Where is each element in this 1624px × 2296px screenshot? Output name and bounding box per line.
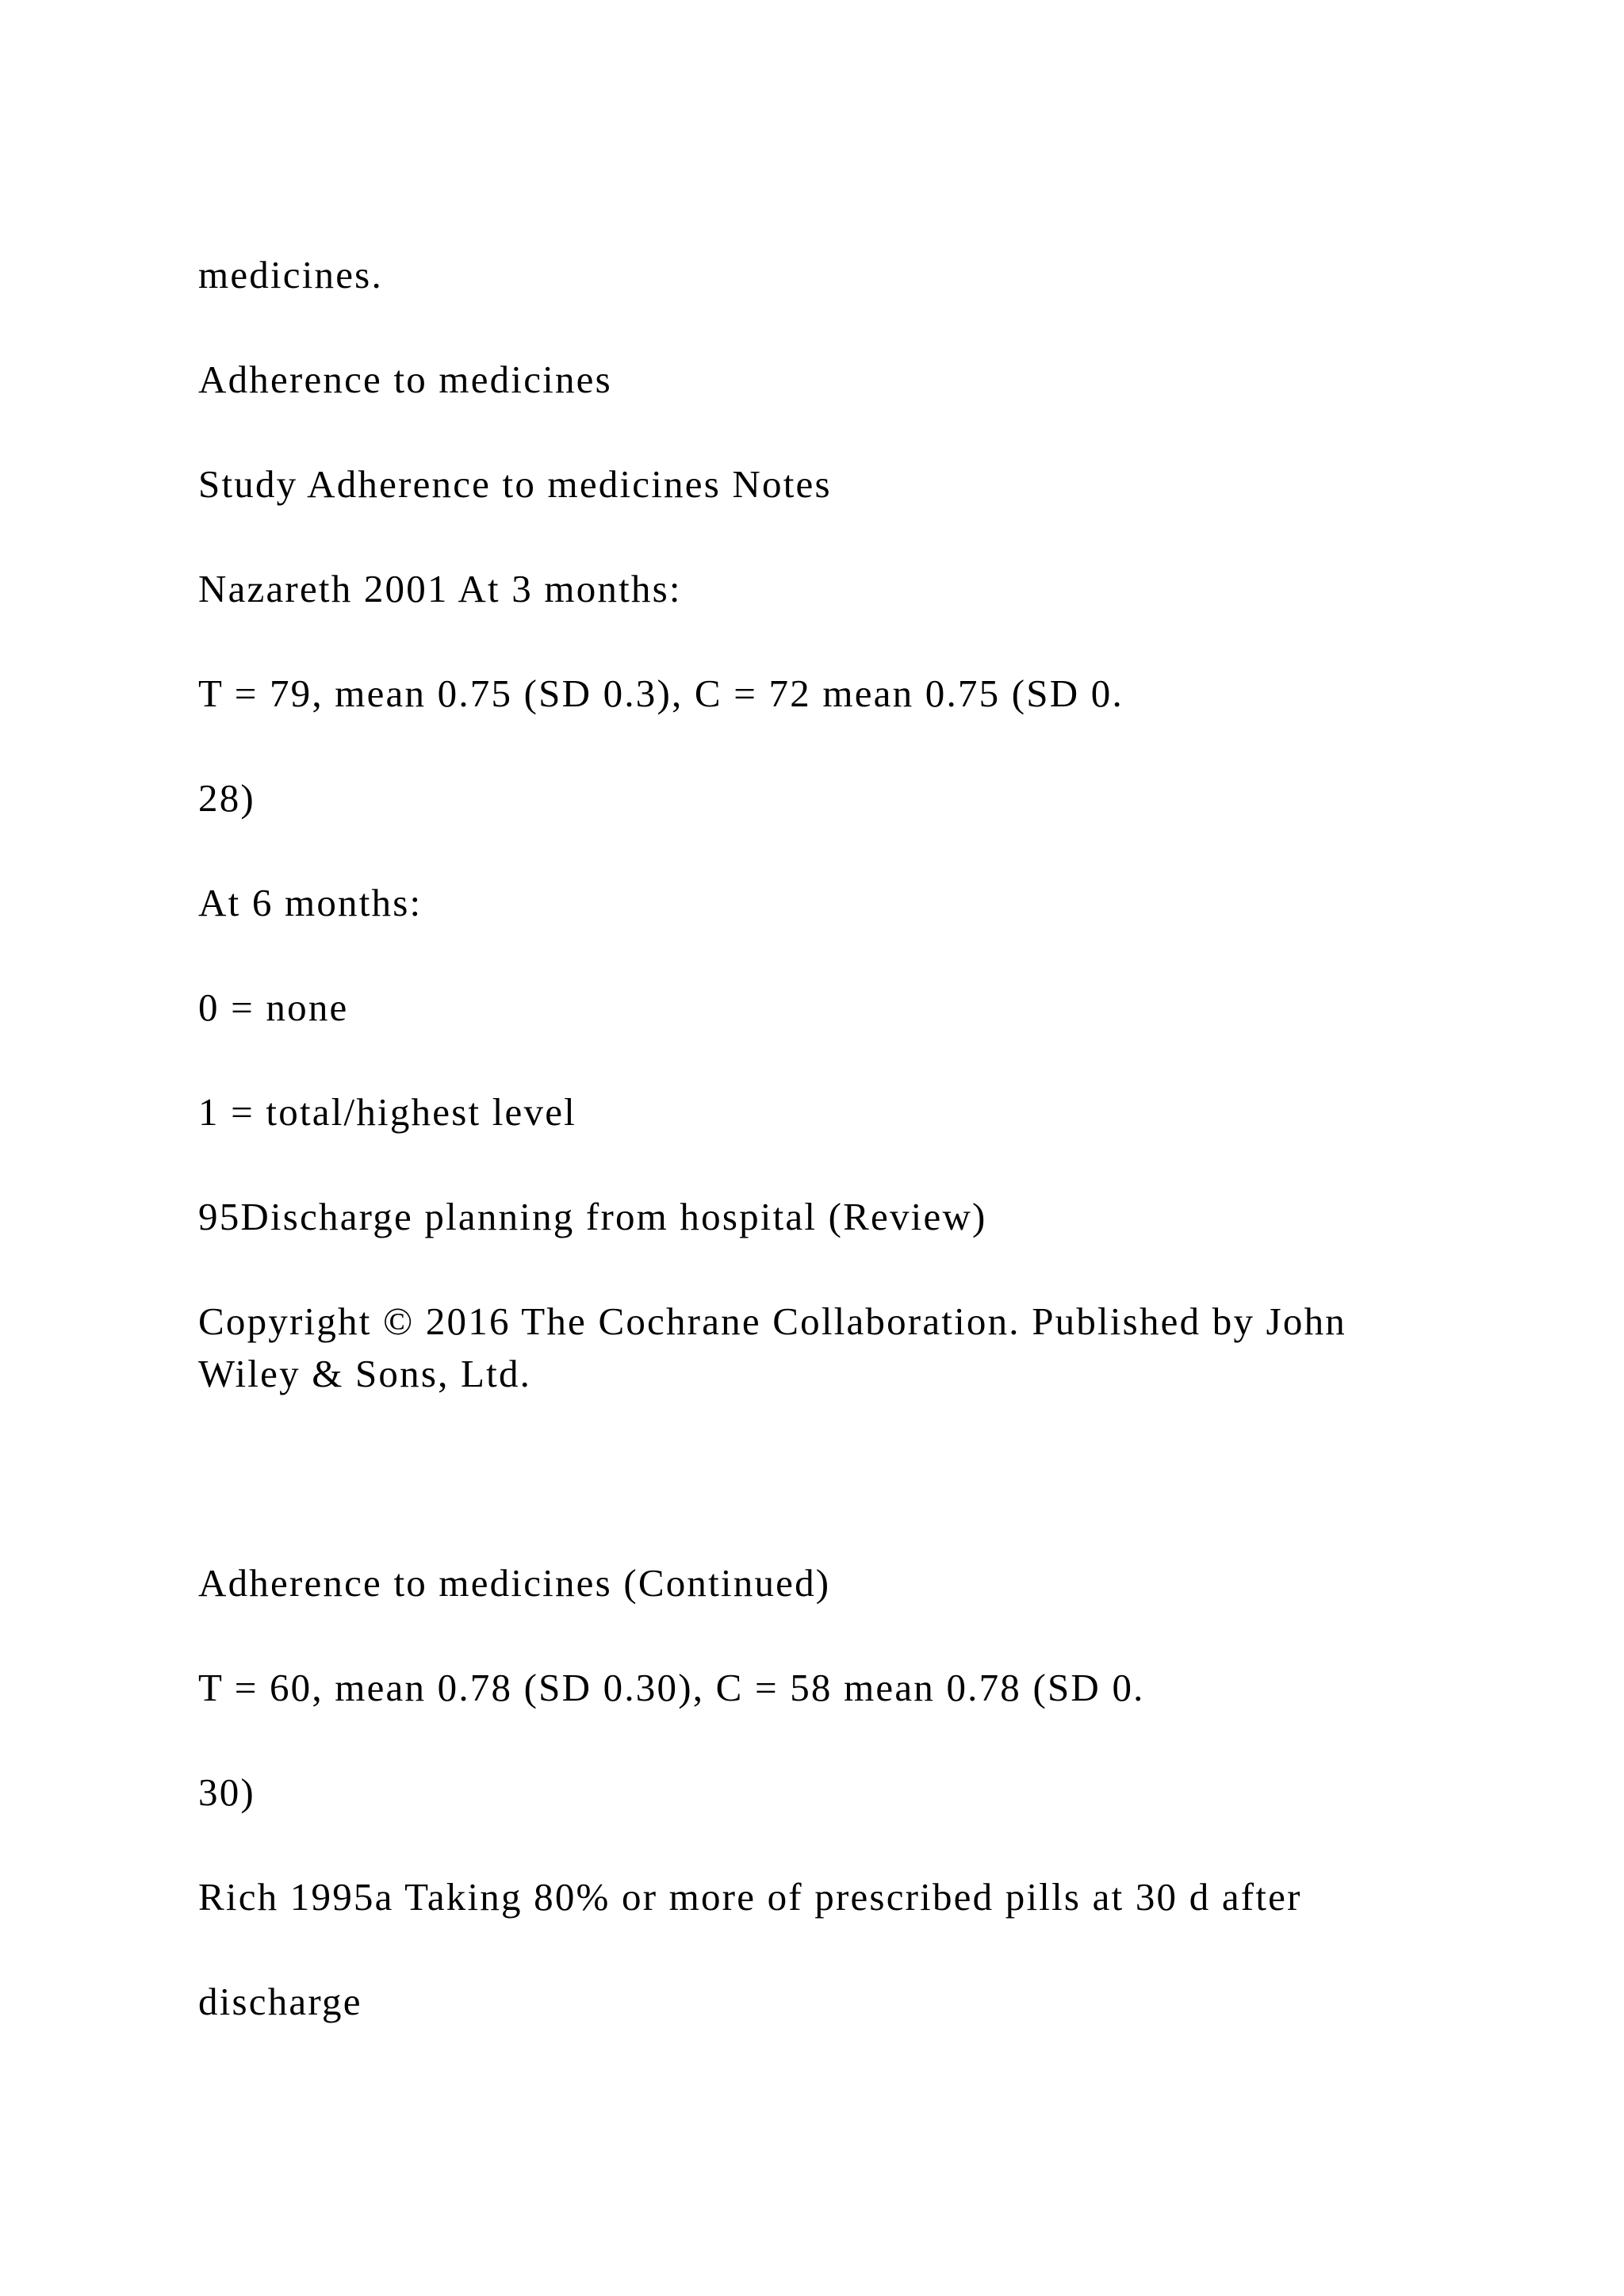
result-6-months-continued: 30): [198, 1770, 255, 1814]
study-rich-1995a: Rich 1995a Taking 80% or more of prescribed pills at 30 d after: [198, 1875, 1302, 1919]
study-nazareth-2001: Nazareth 2001 At 3 months:: [198, 567, 682, 610]
result-3-months-continued: 28): [198, 776, 255, 820]
text-line-medicines: medicines.: [198, 253, 383, 297]
result-3-months: T = 79, mean 0.75 (SD 0.3), C = 72 mean 0.75 (SD 0.: [198, 672, 1124, 715]
scale-note-none: 0 = none: [198, 985, 349, 1029]
study-rich-1995a-continued: discharge: [198, 1980, 362, 2023]
scale-note-highest: 1 = total/highest level: [198, 1090, 576, 1134]
label-6-months: At 6 months:: [198, 881, 423, 924]
page-footer-copyright: Copyright © 2016 The Cochrane Collaboration. Published by John Wiley & Sons, Ltd.: [198, 1299, 1346, 1395]
section-heading-continued: Adherence to medicines (Continued): [198, 1561, 831, 1605]
result-6-months: T = 60, mean 0.78 (SD 0.30), C = 58 mean 0.78 (SD 0.: [198, 1666, 1145, 1709]
table-header-line: Study Adherence to medicines Notes: [198, 462, 832, 506]
page-footer-title: 95Discharge planning from hospital (Review): [198, 1195, 987, 1238]
section-heading-adherence: Adherence to medicines: [198, 358, 612, 401]
